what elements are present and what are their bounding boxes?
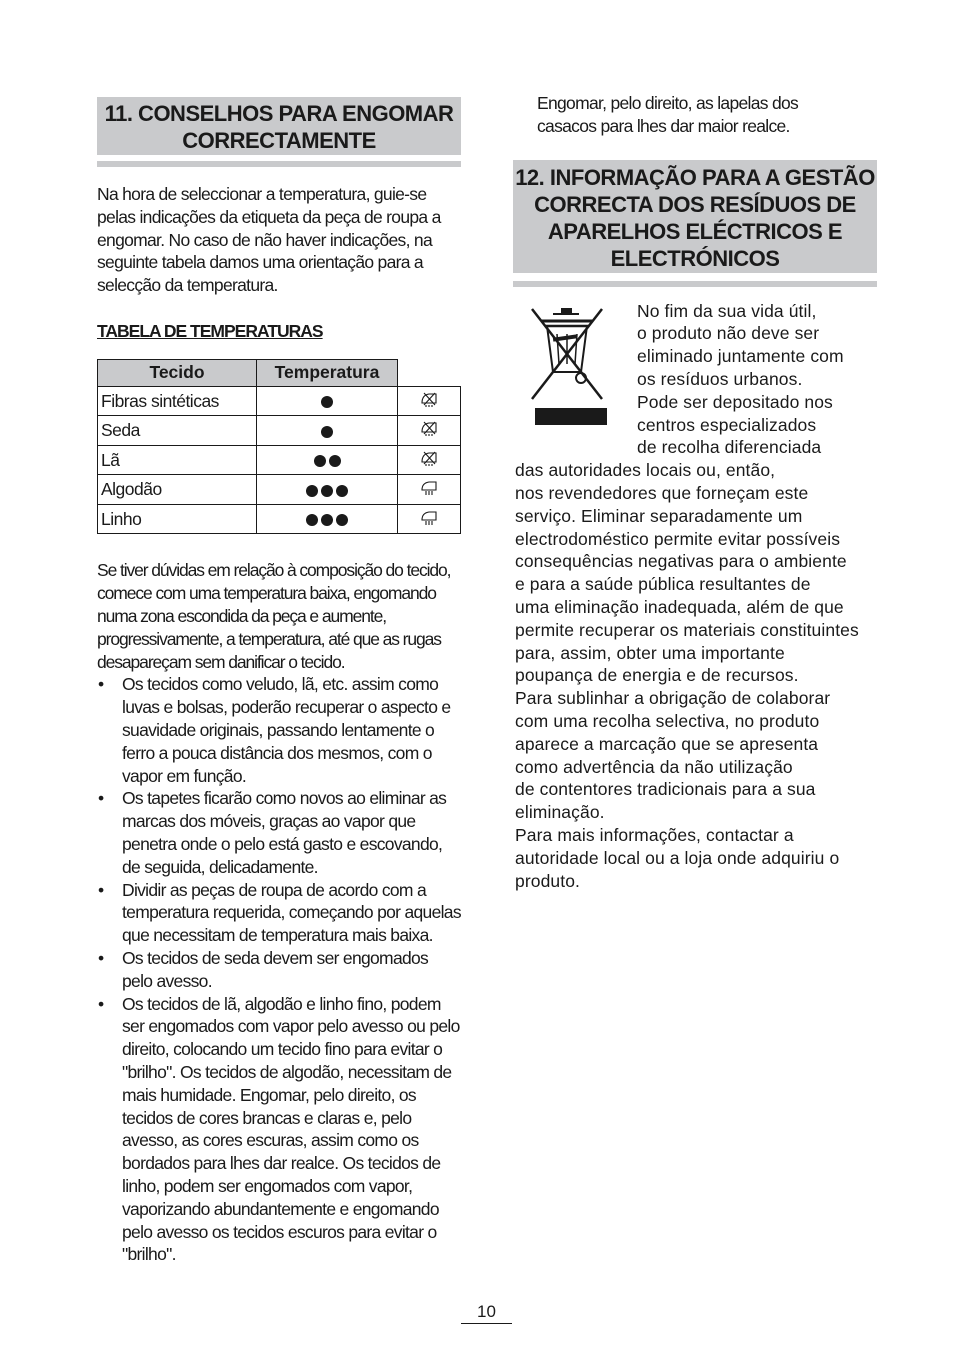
list-item-text: Dividir as peças de roupa de acordo com a temperatura requerida, começando por aquelas que necessitam de temperatura mais baixa. — [122, 879, 461, 946]
text-line: de contentores tradicionais para a sua — [515, 779, 816, 800]
text-line: Para sublinhar a obrigação de colaborar — [515, 688, 831, 709]
text-line: eliminado juntamente com — [637, 346, 844, 367]
temperature-table — [97, 359, 461, 535]
section-11-paragraph: Se tiver dúvidas em relação à composição do tecido, comece com uma temperatura baixa, engomando numa zona escondida da peça e aumente, progressivamente, a temperatura, até que as rugas desapareçam sem danificar o tecido. — [97, 560, 451, 672]
list-item-text: Os tecidos de seda devem ser engomados pelo avesso. — [122, 948, 429, 991]
text-line: Pode ser depositado nos — [637, 391, 833, 412]
steam-symbol-cell — [398, 504, 461, 534]
steam-symbol-cell — [398, 386, 461, 416]
list-item — [97, 993, 461, 1267]
text-line: para, assim, obter uma importante — [515, 642, 785, 663]
text-line: e para a saúde pública resultantes de — [515, 574, 811, 595]
text-line: produto. — [515, 870, 581, 891]
bullet-icon: • — [98, 993, 104, 1014]
temperature-dot-icon — [321, 396, 333, 408]
list-item-text: Os tapetes ficarão como novos ao eliminar as marcas dos móveis, graças ao vapor que penetra onde o pelo está gasto e escovando, de seguida, delicadamente. — [122, 788, 447, 877]
text-line: consequências negativas para o ambiente — [515, 551, 847, 572]
section-12-title-line-1: 12. INFORMAÇÃO PARA A GESTÃO — [515, 164, 875, 190]
text-line: com uma recolha selectiva, no produto — [515, 710, 820, 731]
temperature-dot-icon — [336, 514, 348, 526]
steam-symbol-cell — [398, 416, 461, 446]
text-line: como advertência da não utilização — [515, 756, 793, 777]
text-line: nos revendedores que forneçam este — [515, 482, 809, 503]
text-line: centros especializados — [637, 414, 817, 435]
temperature-dot-icon — [314, 455, 326, 467]
steam-iron-icon — [420, 509, 438, 529]
table-row — [98, 445, 461, 475]
list-item-text: Os tecidos de lã, algodão e linho fino, podem ser engomados com vapor pelo avesso ou pelo direito, colocando um tecido fino para evitar o "brilho". Os tecidos de algodão, necessitam de mais humidade. Engomar, pelo direito, os tecidos de cores brancas e claras e, pelo avesso, as cores escuras, assim como os bordados para lhes dar realce. Os tecidos de linho, podem ser engomados com vapor, vaporizando abundantemente e engomando pelo avesso os tecidos escuros para evitar o "brilho". — [122, 993, 460, 1265]
text-line: aparece a marcação que se apresenta — [515, 733, 819, 754]
table-header-temperature: Temperatura — [257, 359, 398, 386]
text-line: electrodoméstico permite evitar possíveis — [515, 528, 841, 549]
list-item — [97, 673, 461, 787]
no-steam-iron-icon — [420, 391, 438, 411]
steam-symbol-cell — [398, 445, 461, 475]
fabric-cell: Fibras sintéticas — [98, 386, 257, 416]
list-item-text: Os tecidos como veludo, lã, etc. assim como luvas e bolsas, poderão recuperar o aspecto e suavidade originais, passando lentamente o ferro a pouca distância dos mesmos, com o vapor em função. — [122, 674, 451, 786]
ironing-tips-list — [97, 673, 461, 1266]
temperature-dot-icon — [329, 455, 341, 467]
temperature-dot-icon — [336, 485, 348, 497]
section-11-rule — [97, 161, 461, 167]
list-item — [97, 787, 461, 878]
table-row — [98, 504, 461, 534]
text-line: das autoridades locais ou, então, — [515, 460, 776, 481]
weee-text-body — [513, 459, 887, 892]
fabric-cell: Algodão — [98, 475, 257, 505]
weee-block — [513, 299, 883, 893]
table-header-blank — [398, 359, 461, 386]
temperature-dots — [257, 475, 398, 505]
temperature-dots — [257, 445, 398, 475]
temperature-dots — [257, 416, 398, 446]
steam-symbol-cell — [398, 475, 461, 505]
list-item — [97, 879, 461, 947]
page-number: 10 — [461, 1302, 512, 1324]
bullet-icon: • — [98, 879, 104, 900]
temperature-dot-icon — [306, 485, 318, 497]
section-11-title-line-1: 11. CONSELHOS PARA ENGOMAR — [104, 101, 454, 126]
text-line: de recolha diferenciada — [637, 437, 822, 458]
bullet-icon: • — [98, 948, 104, 969]
text-line: o produto não deve ser — [637, 323, 820, 344]
crossed-out-wheelie-bin-icon — [527, 304, 607, 426]
section-11-title-line-2: CORRECTAMENTE — [182, 128, 376, 153]
text-line: eliminação. — [515, 802, 605, 823]
temperature-dot-icon — [321, 426, 333, 438]
table-row — [98, 475, 461, 505]
fabric-cell: Lã — [98, 445, 257, 475]
section-12-rule — [513, 281, 877, 287]
temperature-dots — [257, 504, 398, 534]
text-line: No fim da sua vida útil, — [637, 300, 817, 321]
list-item — [97, 947, 461, 993]
right-column — [513, 92, 883, 892]
no-steam-iron-icon — [420, 450, 438, 470]
text-line: autoridade local ou a loja onde adquiriu o — [515, 847, 840, 868]
table-row — [98, 386, 461, 416]
fabric-cell: Linho — [98, 504, 257, 534]
table-header-fabric: Tecido — [98, 359, 257, 386]
text-line: Para mais informações, contactar a — [515, 824, 794, 845]
temperature-dot-icon — [321, 514, 333, 526]
bullet-icon: • — [98, 674, 104, 695]
text-line: uma eliminação inadequada, além de que — [515, 596, 844, 617]
temperature-dot-icon — [321, 485, 333, 497]
text-line: poupança de energia e de recursos. — [515, 665, 799, 686]
temperature-dot-icon — [306, 514, 318, 526]
section-12-title-line-2: CORRECTA DOS RESÍDUOS DE — [534, 191, 856, 217]
no-steam-iron-icon — [420, 420, 438, 440]
continued-text: Engomar, pelo direito, as lapelas dos casacos para lhes dar maior realce. — [537, 93, 799, 136]
text-line: serviço. Eliminar separadamente um — [515, 505, 803, 526]
steam-iron-icon — [420, 479, 438, 499]
section-12-title-line-4: ELECTRÓNICOS — [610, 245, 780, 271]
temperature-table-title: TABELA DE TEMPERATURAS — [97, 320, 323, 341]
fabric-cell: Seda — [98, 416, 257, 446]
section-11-heading — [97, 97, 461, 155]
bullet-icon: • — [98, 788, 104, 809]
section-12-title-line-3: APARELHOS ELÉCTRICOS E — [547, 218, 843, 244]
table-row — [98, 416, 461, 446]
section-11-intro: Na hora de seleccionar a temperatura, guie-se pelas indicações da etiqueta da peça de roupa a engomar. No caso de não haver indicações, na seguinte tabela damos uma orientação para a selecção da temperatura. — [97, 184, 441, 296]
text-line: permite recuperar os materiais constituintes — [515, 619, 859, 640]
section-12-heading — [513, 160, 877, 273]
left-column — [97, 97, 461, 1266]
temperature-dots — [257, 386, 398, 416]
text-line: os resíduos urbanos. — [637, 368, 803, 389]
